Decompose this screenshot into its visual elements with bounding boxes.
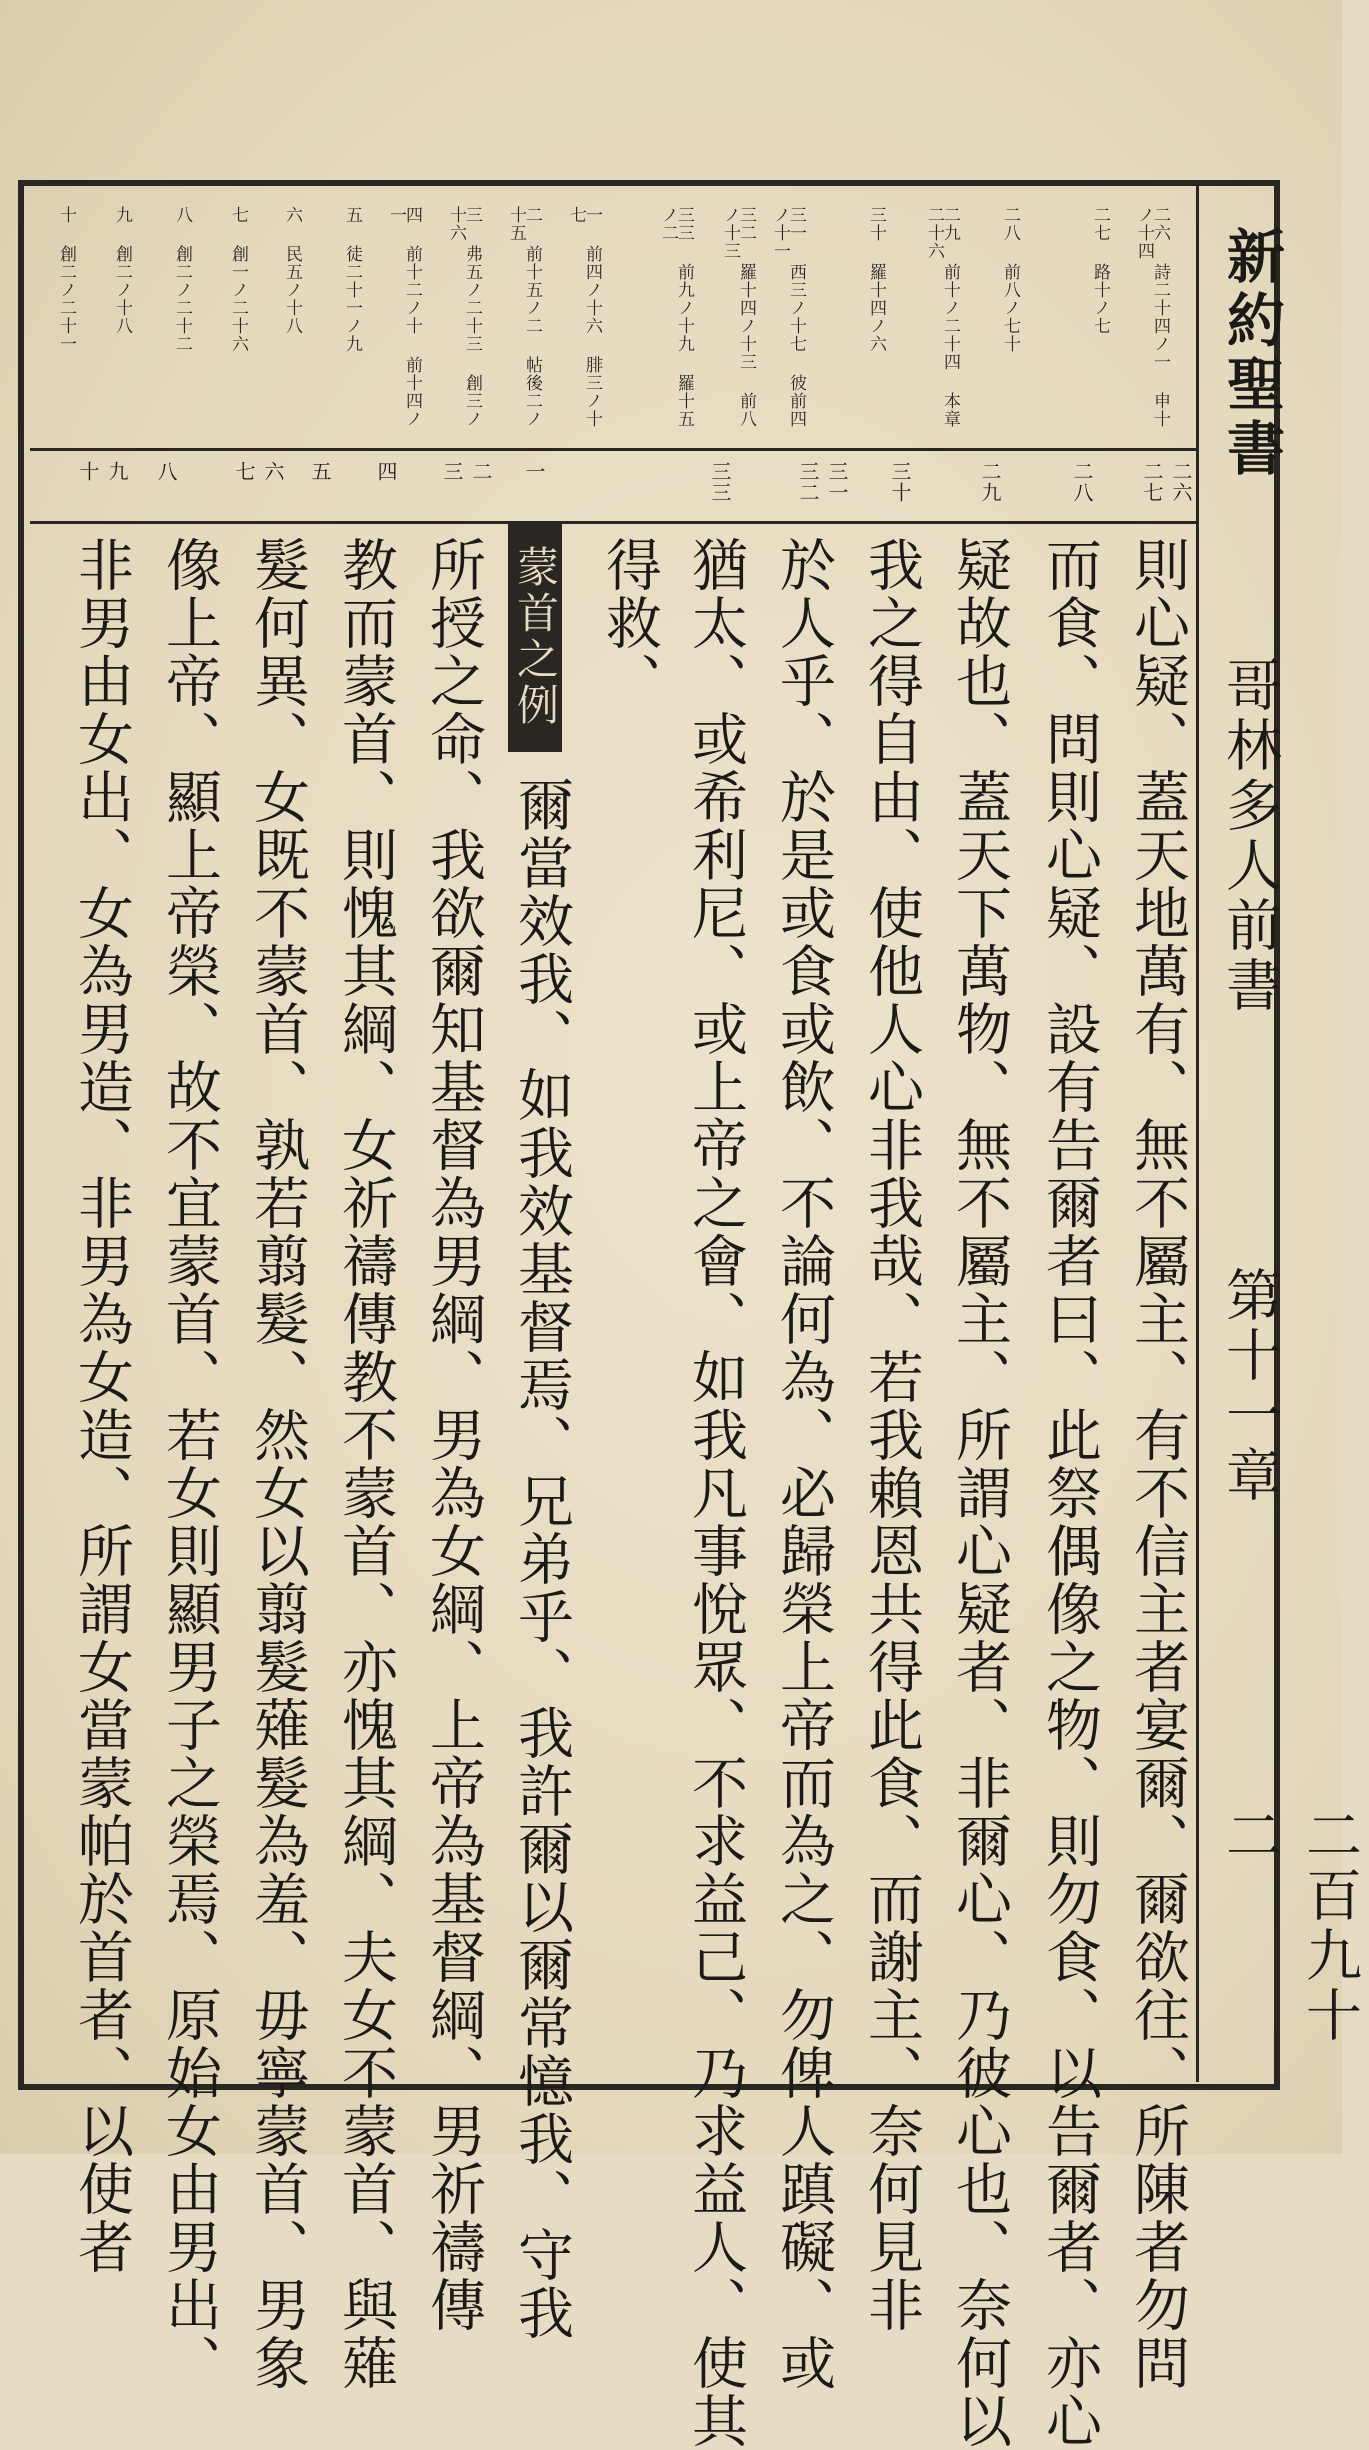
header-book: 哥林多人前書 (1217, 656, 1282, 1016)
verse-number: 三三 (708, 461, 732, 503)
verse-number: 二八 (1070, 461, 1094, 503)
reference-entry: 三三 前九ノ十九 羅十五ノ二 (658, 206, 694, 428)
reference-entry: 二七 路十ノ七 (1090, 206, 1110, 335)
verse-number: 三十 (888, 461, 912, 503)
reference-entry: 二八 前八ノ七十 (1000, 206, 1020, 353)
reference-entry: 二 前十五ノ二 帖後二ノ十五 (506, 206, 542, 428)
reference-entry: 五 徒二十一ノ九 (342, 206, 362, 353)
text-column: 得救、 (597, 536, 662, 710)
reference-entry: 三十 羅十四ノ六 (866, 206, 886, 353)
reference-entry: 十 創二ノ二十一 (56, 206, 76, 353)
main-text-body (30, 522, 1196, 2450)
text-column: 則心疑、蓋天地萬有、無不屬主、有不信主者宴爾、爾欲往、所陳者勿問 (1125, 536, 1190, 2392)
verse-number: 八 (154, 461, 178, 482)
cross-reference-strip (30, 192, 1196, 442)
verse-number: 二 三 (440, 461, 493, 482)
reference-entry: 二六 詩二十四ノ一 申十ノ十四 (1134, 206, 1170, 428)
text-column: 所授之命、我欲爾知基督為男綱、男為女綱、上帝為基督綱、男祈禱傳 (421, 536, 486, 2334)
text-column: 我之得自由、使他人心非我哉、若我賴恩共得此食、而謝主、奈何見非 (859, 536, 924, 2334)
reference-entry: 三 弗五ノ二十三 創三ノ十六 (446, 206, 482, 428)
verse-number: 四 (374, 461, 398, 482)
text-column (508, 536, 574, 2342)
text-column: 疑故也、蓋天下萬物、無不屬主、所謂心疑者、非爾心、乃彼心也、奈何以 (947, 536, 1012, 2450)
reference-entry: 三二 羅十四ノ十三 前八ノ十三 (720, 206, 756, 428)
text-column: 像上帝、顯上帝榮、故不宜蒙首、若女則顯男子之榮焉、原始女由男出、 (157, 536, 222, 2392)
header-page-number: 二百九十二 (1217, 1806, 1362, 2046)
text-column: 教而蒙首、則愧其綱、女祈禱傳教不蒙首、亦愧其綱、夫女不蒙首、與薙 (333, 536, 398, 2392)
reference-entry: 九 創二ノ十八 (112, 206, 132, 335)
text-column: 非男由女出、女為男造、非男為女造、所謂女當蒙帕於首者、以使者 (69, 536, 134, 2276)
text-column: 而食、問則心疑、設有告爾者曰、此祭偶像之物、則勿食、以告爾者、亦心 (1037, 536, 1102, 2450)
verse-number: 五 (308, 461, 332, 482)
reference-entry: 三一 西三ノ十七 彼前四ノ十一 (770, 206, 806, 428)
section-heading: 蒙首之例 (508, 522, 562, 752)
header-chapter: 第十一章 (1217, 1266, 1282, 1506)
reference-entry: 二九 前十ノ二十四 本章二十六 (924, 206, 960, 428)
header-title: 新約聖書 (1217, 226, 1285, 482)
reference-entry: 七 創一ノ二十六 (228, 206, 248, 353)
verse-number: 二六 二七 (1140, 461, 1193, 503)
verse-number: 二九 (978, 461, 1002, 503)
reference-entry: 八 創二ノ二十二 (172, 206, 192, 353)
text-column-body: 爾當效我、如我效基督焉、兄弟乎、我許爾以爾常憶我、守我 (509, 776, 574, 2342)
verse-number: 一 (522, 461, 546, 482)
text-column: 於人乎、於是或食或飲、不論何為、必歸榮上帝而為之、勿俾人蹎礙、或 (771, 536, 836, 2392)
verse-number: 六 七 (232, 461, 285, 482)
verse-number-strip (30, 448, 1196, 524)
verse-number: 九 十 (76, 461, 129, 482)
text-column: 髮何異、女既不蒙首、孰若翦髮、然女以翦髮薙髮為羞、毋寧蒙首、男象 (245, 536, 310, 2392)
reference-entry: 一 前四ノ十六 腓三ノ十七 (566, 206, 602, 428)
running-header (1196, 186, 1362, 2082)
text-column: 猶太、或希利尼、或上帝之會、如我凡事悅眾、不求益己、乃求益人、使其 (683, 536, 748, 2450)
verse-number: 三一 三二 (796, 461, 849, 503)
reference-entry: 四 前十二ノ十 前十四ノ一 (386, 206, 422, 428)
reference-entry: 六 民五ノ十八 (282, 206, 302, 335)
